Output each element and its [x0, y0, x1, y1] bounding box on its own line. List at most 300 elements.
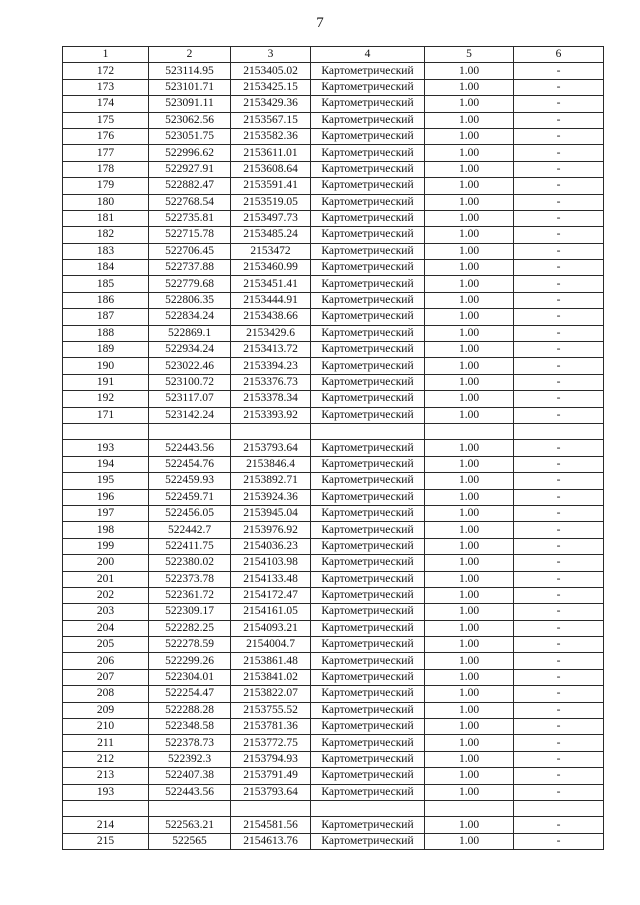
- x-coordinate-cell: 522806.35: [149, 292, 231, 308]
- y-coordinate-cell: 2153861.48: [231, 653, 311, 669]
- point-number-cell: 195: [63, 473, 149, 489]
- y-coordinate-cell: 2153611.01: [231, 145, 311, 161]
- y-coordinate-cell: [231, 800, 311, 816]
- point-number-cell: 200: [63, 555, 149, 571]
- accuracy-cell: 1.00: [425, 505, 514, 521]
- table-body: [63, 63, 604, 850]
- accuracy-cell: 1.00: [425, 637, 514, 653]
- table-row: [63, 276, 604, 292]
- x-coordinate-cell: 523101.71: [149, 79, 231, 95]
- method-cell: Картометрический: [311, 751, 425, 767]
- method-cell: Картометрический: [311, 604, 425, 620]
- table-row: [63, 669, 604, 685]
- note-cell: -: [514, 96, 604, 112]
- x-coordinate-cell: 522779.68: [149, 276, 231, 292]
- note-cell: -: [514, 440, 604, 456]
- method-cell: Картометрический: [311, 440, 425, 456]
- point-number-cell: 184: [63, 260, 149, 276]
- point-number-cell: 205: [63, 637, 149, 653]
- point-number-cell: 193: [63, 440, 149, 456]
- table-row: [63, 473, 604, 489]
- y-coordinate-cell: 2153582.36: [231, 128, 311, 144]
- table-row: [63, 538, 604, 554]
- accuracy-cell: 1.00: [425, 702, 514, 718]
- note-cell: -: [514, 522, 604, 538]
- y-coordinate-cell: 2153378.34: [231, 391, 311, 407]
- point-number-cell: 187: [63, 309, 149, 325]
- accuracy-cell: 1.00: [425, 555, 514, 571]
- point-number-cell: 174: [63, 96, 149, 112]
- method-cell: Картометрический: [311, 653, 425, 669]
- x-coordinate-cell: 523091.11: [149, 96, 231, 112]
- y-coordinate-cell: 2153393.92: [231, 407, 311, 423]
- note-cell: -: [514, 128, 604, 144]
- point-number-cell: [63, 800, 149, 816]
- accuracy-cell: 1.00: [425, 751, 514, 767]
- table-row: [63, 374, 604, 390]
- y-coordinate-cell: 2154093.21: [231, 620, 311, 636]
- note-cell: -: [514, 751, 604, 767]
- note-cell: -: [514, 686, 604, 702]
- method-cell: Картометрический: [311, 194, 425, 210]
- point-number-cell: 176: [63, 128, 149, 144]
- note-cell: -: [514, 620, 604, 636]
- accuracy-cell: 1.00: [425, 96, 514, 112]
- method-cell: Картометрический: [311, 227, 425, 243]
- table-row: [63, 178, 604, 194]
- accuracy-cell: 1.00: [425, 63, 514, 79]
- point-number-cell: 211: [63, 735, 149, 751]
- note-cell: -: [514, 538, 604, 554]
- method-cell: Картометрический: [311, 96, 425, 112]
- method-cell: Картометрический: [311, 686, 425, 702]
- method-cell: Картометрический: [311, 210, 425, 226]
- table-row: [63, 505, 604, 521]
- table-row: [63, 112, 604, 128]
- note-cell: -: [514, 358, 604, 374]
- method-cell: Картометрический: [311, 833, 425, 849]
- method-cell: Картометрический: [311, 817, 425, 833]
- table-row: [63, 637, 604, 653]
- table-row: [63, 784, 604, 800]
- accuracy-cell: 1.00: [425, 128, 514, 144]
- method-cell: Картометрический: [311, 538, 425, 554]
- note-cell: -: [514, 473, 604, 489]
- y-coordinate-cell: 2153429.36: [231, 96, 311, 112]
- accuracy-cell: 1.00: [425, 276, 514, 292]
- point-number-cell: 193: [63, 784, 149, 800]
- y-coordinate-cell: 2153394.23: [231, 358, 311, 374]
- x-coordinate-cell: 522456.05: [149, 505, 231, 521]
- y-coordinate-cell: 2153591.41: [231, 178, 311, 194]
- note-cell: -: [514, 833, 604, 849]
- y-coordinate-cell: 2153429.6: [231, 325, 311, 341]
- point-number-cell: 199: [63, 538, 149, 554]
- x-coordinate-cell: 523022.46: [149, 358, 231, 374]
- point-number-cell: 194: [63, 456, 149, 472]
- method-cell: Картометрический: [311, 489, 425, 505]
- table-row: [63, 358, 604, 374]
- method-cell: [311, 800, 425, 816]
- accuracy-cell: 1.00: [425, 325, 514, 341]
- note-cell: -: [514, 342, 604, 358]
- y-coordinate-cell: 2153945.04: [231, 505, 311, 521]
- accuracy-cell: [425, 800, 514, 816]
- x-coordinate-cell: 522299.26: [149, 653, 231, 669]
- x-coordinate-cell: 522735.81: [149, 210, 231, 226]
- accuracy-cell: 1.00: [425, 79, 514, 95]
- y-coordinate-cell: 2153794.93: [231, 751, 311, 767]
- y-coordinate-cell: 2153405.02: [231, 63, 311, 79]
- table-row: [63, 194, 604, 210]
- x-coordinate-cell: 522996.62: [149, 145, 231, 161]
- x-coordinate-cell: [149, 800, 231, 816]
- x-coordinate-cell: 522737.88: [149, 260, 231, 276]
- method-cell: Картометрический: [311, 374, 425, 390]
- method-cell: Картометрический: [311, 637, 425, 653]
- y-coordinate-cell: 2153976.92: [231, 522, 311, 538]
- note-cell: -: [514, 604, 604, 620]
- method-cell: Картометрический: [311, 620, 425, 636]
- point-number-cell: 181: [63, 210, 149, 226]
- point-number-cell: 196: [63, 489, 149, 505]
- table-row: [63, 292, 604, 308]
- x-coordinate-cell: 522373.78: [149, 571, 231, 587]
- table-row: [63, 161, 604, 177]
- accuracy-cell: 1.00: [425, 309, 514, 325]
- table-header-row: [63, 47, 604, 63]
- note-cell: -: [514, 555, 604, 571]
- x-coordinate-cell: 522392.3: [149, 751, 231, 767]
- x-coordinate-cell: 522378.73: [149, 735, 231, 751]
- table-row: [63, 768, 604, 784]
- accuracy-cell: 1.00: [425, 374, 514, 390]
- point-number-cell: 185: [63, 276, 149, 292]
- y-coordinate-cell: 2153772.75: [231, 735, 311, 751]
- table-row: [63, 620, 604, 636]
- accuracy-cell: 1.00: [425, 456, 514, 472]
- y-coordinate-cell: 2153472: [231, 243, 311, 259]
- note-cell: [514, 423, 604, 439]
- method-cell: Картометрический: [311, 292, 425, 308]
- accuracy-cell: 1.00: [425, 473, 514, 489]
- table-row: [63, 128, 604, 144]
- note-cell: -: [514, 571, 604, 587]
- x-coordinate-cell: 522454.76: [149, 456, 231, 472]
- point-number-cell: [63, 423, 149, 439]
- note-cell: -: [514, 63, 604, 79]
- note-cell: -: [514, 112, 604, 128]
- table-row: [63, 456, 604, 472]
- point-number-cell: 172: [63, 63, 149, 79]
- x-coordinate-cell: 523117.07: [149, 391, 231, 407]
- page-number: 7: [316, 15, 324, 31]
- point-number-cell: 212: [63, 751, 149, 767]
- y-coordinate-cell: 2153413.72: [231, 342, 311, 358]
- point-number-cell: 177: [63, 145, 149, 161]
- point-number-cell: 215: [63, 833, 149, 849]
- table-row: [63, 407, 604, 423]
- note-cell: -: [514, 653, 604, 669]
- x-coordinate-cell: 522882.47: [149, 178, 231, 194]
- method-cell: Картометрический: [311, 128, 425, 144]
- table-row: [63, 391, 604, 407]
- accuracy-cell: 1.00: [425, 571, 514, 587]
- y-coordinate-cell: 2153841.02: [231, 669, 311, 685]
- accuracy-cell: 1.00: [425, 112, 514, 128]
- x-coordinate-cell: 523142.24: [149, 407, 231, 423]
- method-cell: Картометрический: [311, 112, 425, 128]
- point-number-cell: 186: [63, 292, 149, 308]
- table-row: [63, 210, 604, 226]
- accuracy-cell: 1.00: [425, 145, 514, 161]
- table-row: [63, 555, 604, 571]
- point-number-cell: 190: [63, 358, 149, 374]
- point-number-cell: 198: [63, 522, 149, 538]
- note-cell: -: [514, 325, 604, 341]
- table-row: [63, 145, 604, 161]
- y-coordinate-cell: 2153438.66: [231, 309, 311, 325]
- accuracy-cell: 1.00: [425, 620, 514, 636]
- accuracy-cell: 1.00: [425, 260, 514, 276]
- header-cell: 6: [514, 47, 604, 63]
- table-row: [63, 686, 604, 702]
- x-coordinate-cell: 522407.38: [149, 768, 231, 784]
- y-coordinate-cell: 2153567.15: [231, 112, 311, 128]
- accuracy-cell: 1.00: [425, 210, 514, 226]
- method-cell: Картометрический: [311, 784, 425, 800]
- point-number-cell: 180: [63, 194, 149, 210]
- y-coordinate-cell: 2153497.73: [231, 210, 311, 226]
- y-coordinate-cell: 2154161.05: [231, 604, 311, 620]
- x-coordinate-cell: 522459.71: [149, 489, 231, 505]
- method-cell: Картометрический: [311, 145, 425, 161]
- point-number-cell: 197: [63, 505, 149, 521]
- note-cell: -: [514, 456, 604, 472]
- header-cell: 2: [149, 47, 231, 63]
- table-row: [63, 63, 604, 79]
- table-row: [63, 587, 604, 603]
- note-cell: -: [514, 309, 604, 325]
- note-cell: -: [514, 669, 604, 685]
- note-cell: -: [514, 587, 604, 603]
- note-cell: -: [514, 719, 604, 735]
- x-coordinate-cell: 522563.21: [149, 817, 231, 833]
- y-coordinate-cell: 2153846.4: [231, 456, 311, 472]
- y-coordinate-cell: 2154172.47: [231, 587, 311, 603]
- x-coordinate-cell: [149, 423, 231, 439]
- y-coordinate-cell: 2153892.71: [231, 473, 311, 489]
- note-cell: -: [514, 735, 604, 751]
- method-cell: Картометрический: [311, 505, 425, 521]
- y-coordinate-cell: 2153924.36: [231, 489, 311, 505]
- method-cell: Картометрический: [311, 342, 425, 358]
- method-cell: Картометрический: [311, 768, 425, 784]
- x-coordinate-cell: 522442.7: [149, 522, 231, 538]
- method-cell: Картометрический: [311, 702, 425, 718]
- x-coordinate-cell: 522288.28: [149, 702, 231, 718]
- accuracy-cell: 1.00: [425, 243, 514, 259]
- table-row: [63, 571, 604, 587]
- x-coordinate-cell: 522443.56: [149, 440, 231, 456]
- method-cell: Картометрический: [311, 178, 425, 194]
- x-coordinate-cell: 522282.25: [149, 620, 231, 636]
- table-row: [63, 440, 604, 456]
- x-coordinate-cell: 523100.72: [149, 374, 231, 390]
- accuracy-cell: 1.00: [425, 719, 514, 735]
- accuracy-cell: 1.00: [425, 227, 514, 243]
- point-number-cell: 208: [63, 686, 149, 702]
- y-coordinate-cell: 2153793.64: [231, 440, 311, 456]
- y-coordinate-cell: 2153444.91: [231, 292, 311, 308]
- x-coordinate-cell: 522348.58: [149, 719, 231, 735]
- accuracy-cell: 1.00: [425, 784, 514, 800]
- point-number-cell: 179: [63, 178, 149, 194]
- accuracy-cell: 1.00: [425, 178, 514, 194]
- note-cell: -: [514, 391, 604, 407]
- table-row: [63, 833, 604, 849]
- note-cell: -: [514, 784, 604, 800]
- x-coordinate-cell: 523051.75: [149, 128, 231, 144]
- point-number-cell: 183: [63, 243, 149, 259]
- point-number-cell: 213: [63, 768, 149, 784]
- note-cell: -: [514, 79, 604, 95]
- x-coordinate-cell: 522254.47: [149, 686, 231, 702]
- method-cell: Картометрический: [311, 260, 425, 276]
- table-row: [63, 702, 604, 718]
- note-cell: -: [514, 210, 604, 226]
- method-cell: Картометрический: [311, 571, 425, 587]
- y-coordinate-cell: 2154581.56: [231, 817, 311, 833]
- point-number-cell: 173: [63, 79, 149, 95]
- method-cell: Картометрический: [311, 358, 425, 374]
- method-cell: Картометрический: [311, 309, 425, 325]
- coordinates-table: [62, 46, 604, 850]
- note-cell: -: [514, 702, 604, 718]
- table-row: [63, 309, 604, 325]
- accuracy-cell: 1.00: [425, 342, 514, 358]
- x-coordinate-cell: 522443.56: [149, 784, 231, 800]
- accuracy-cell: 1.00: [425, 161, 514, 177]
- accuracy-cell: [425, 423, 514, 439]
- accuracy-cell: 1.00: [425, 358, 514, 374]
- point-number-cell: 209: [63, 702, 149, 718]
- x-coordinate-cell: 522768.54: [149, 194, 231, 210]
- x-coordinate-cell: 522380.02: [149, 555, 231, 571]
- table-row: [63, 751, 604, 767]
- accuracy-cell: 1.00: [425, 669, 514, 685]
- note-cell: -: [514, 260, 604, 276]
- accuracy-cell: 1.00: [425, 817, 514, 833]
- x-coordinate-cell: 522934.24: [149, 342, 231, 358]
- table-row: [63, 243, 604, 259]
- accuracy-cell: 1.00: [425, 735, 514, 751]
- note-cell: -: [514, 227, 604, 243]
- accuracy-cell: 1.00: [425, 768, 514, 784]
- y-coordinate-cell: 2153608.64: [231, 161, 311, 177]
- y-coordinate-cell: 2153376.73: [231, 374, 311, 390]
- method-cell: Картометрический: [311, 276, 425, 292]
- method-cell: Картометрический: [311, 407, 425, 423]
- note-cell: -: [514, 161, 604, 177]
- note-cell: -: [514, 637, 604, 653]
- note-cell: -: [514, 194, 604, 210]
- point-number-cell: 204: [63, 620, 149, 636]
- method-cell: Картометрический: [311, 456, 425, 472]
- note-cell: -: [514, 407, 604, 423]
- accuracy-cell: 1.00: [425, 653, 514, 669]
- method-cell: Картометрический: [311, 243, 425, 259]
- note-cell: -: [514, 505, 604, 521]
- method-cell: Картометрический: [311, 669, 425, 685]
- table-row: [63, 96, 604, 112]
- y-coordinate-cell: 2153460.99: [231, 260, 311, 276]
- method-cell: Картометрический: [311, 473, 425, 489]
- y-coordinate-cell: 2154103.98: [231, 555, 311, 571]
- point-number-cell: 206: [63, 653, 149, 669]
- y-coordinate-cell: [231, 423, 311, 439]
- point-number-cell: 192: [63, 391, 149, 407]
- table-spacer-row: [63, 423, 604, 439]
- method-cell: Картометрический: [311, 555, 425, 571]
- y-coordinate-cell: 2154004.7: [231, 637, 311, 653]
- method-cell: Картометрический: [311, 587, 425, 603]
- y-coordinate-cell: 2153793.64: [231, 784, 311, 800]
- accuracy-cell: 1.00: [425, 604, 514, 620]
- y-coordinate-cell: 2153781.36: [231, 719, 311, 735]
- x-coordinate-cell: 522869.1: [149, 325, 231, 341]
- y-coordinate-cell: 2154036.23: [231, 538, 311, 554]
- note-cell: -: [514, 817, 604, 833]
- table-row: [63, 719, 604, 735]
- y-coordinate-cell: 2153822.07: [231, 686, 311, 702]
- x-coordinate-cell: 522706.45: [149, 243, 231, 259]
- x-coordinate-cell: 523114.95: [149, 63, 231, 79]
- header-cell: 5: [425, 47, 514, 63]
- y-coordinate-cell: 2154613.76: [231, 833, 311, 849]
- note-cell: -: [514, 768, 604, 784]
- note-cell: -: [514, 489, 604, 505]
- x-coordinate-cell: 522361.72: [149, 587, 231, 603]
- table-row: [63, 653, 604, 669]
- method-cell: Картометрический: [311, 63, 425, 79]
- y-coordinate-cell: 2153519.05: [231, 194, 311, 210]
- header-cell: 4: [311, 47, 425, 63]
- accuracy-cell: 1.00: [425, 391, 514, 407]
- x-coordinate-cell: 522834.24: [149, 309, 231, 325]
- method-cell: Картометрический: [311, 79, 425, 95]
- x-coordinate-cell: 522459.93: [149, 473, 231, 489]
- table-spacer-row: [63, 800, 604, 816]
- accuracy-cell: 1.00: [425, 440, 514, 456]
- x-coordinate-cell: 522309.17: [149, 604, 231, 620]
- x-coordinate-cell: 523062.56: [149, 112, 231, 128]
- note-cell: -: [514, 243, 604, 259]
- table-row: [63, 227, 604, 243]
- y-coordinate-cell: 2153451.41: [231, 276, 311, 292]
- point-number-cell: 188: [63, 325, 149, 341]
- note-cell: -: [514, 374, 604, 390]
- table-row: [63, 522, 604, 538]
- method-cell: Картометрический: [311, 522, 425, 538]
- accuracy-cell: 1.00: [425, 292, 514, 308]
- note-cell: -: [514, 145, 604, 161]
- table-row: [63, 489, 604, 505]
- accuracy-cell: 1.00: [425, 686, 514, 702]
- y-coordinate-cell: 2153755.52: [231, 702, 311, 718]
- accuracy-cell: 1.00: [425, 194, 514, 210]
- x-coordinate-cell: 522927.91: [149, 161, 231, 177]
